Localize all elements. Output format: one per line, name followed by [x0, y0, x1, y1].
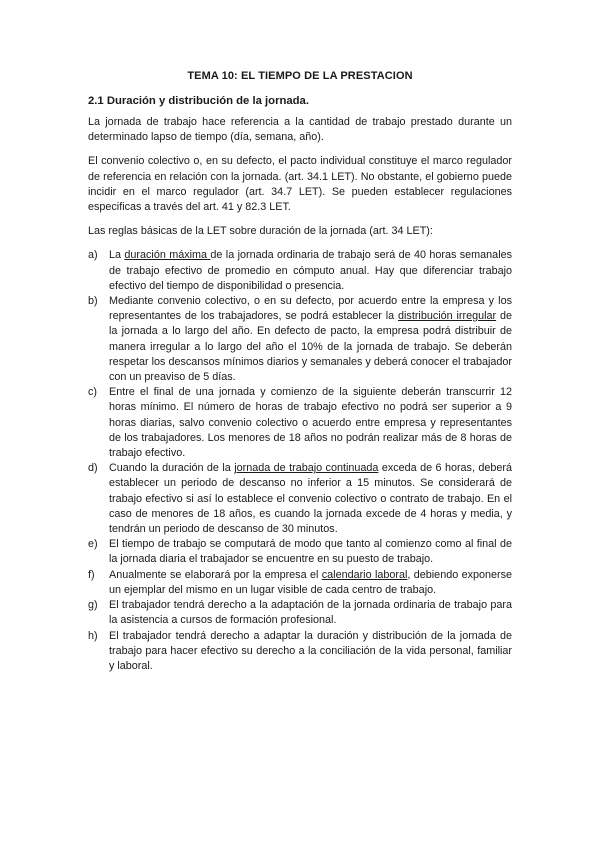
list-item-text: Anualmente se elaborará por la empresa el — [109, 568, 322, 581]
list-item-letter: b) — [88, 295, 98, 308]
list-item-text: La — [109, 249, 125, 262]
list-item — [88, 568, 512, 598]
list-item — [88, 598, 512, 628]
list-item — [88, 537, 512, 567]
section-heading: 2.1 Duración y distribución de la jornada. — [88, 95, 309, 107]
list-item-text: Entre el final de una jornada y comienzo de la siguiente deberán transcurrir 12 horas mínimo. El número de horas de trabajo efectivo no podrá ser superior a 9 horas diarias, salvo convenio colectivo o acuerdo entre empresa y representantes de los trabajadores. Los menores de 18 años no podrán realizar más de 8 horas de trabajo efectivo. — [109, 386, 512, 460]
list-item-letter: c) — [88, 386, 97, 399]
list-item-letter: a) — [88, 249, 98, 262]
list-item-text: de la jornada a lo largo del año. En defecto de pacto, la empresa podrá distribuir de manera irregular a lo largo del año el 10% de la jornada de trabajo. Se deberán respetar los descansos mínimos diarios y semanales y deberá conocer el trabajador con un preaviso de 5 días. — [109, 310, 513, 384]
paragraph-3: Las reglas básicas de la LET sobre duración de la jornada (art. 34 LET): — [88, 225, 433, 238]
paragraph-1: La jornada de trabajo hace referencia a la cantidad de trabajo prestado durante un determinado lapso de tiempo (día, semana, año). — [88, 116, 512, 144]
document-title: TEMA 10: EL TIEMPO DE LA PRESTACION — [187, 70, 413, 82]
list-item-text: exceda de 6 horas, deberá establecer un periodo de descanso no inferior a 15 minutos. Se considerará de trabajo efectivo si así lo establece el convenio colectivo o contrato de trabajo. En el caso de menores de 18 años, es cuando la jornada excede de 4 horas y media, y tendrán un periodo de descanso de 30 minutos. — [109, 462, 512, 536]
list-item-letter: h) — [88, 629, 98, 642]
list-item-text: El tiempo de trabajo se computará de modo que tanto al comienzo como al final de la jornada diaria el trabajador se encuentre en su puesto de trabajo. — [109, 538, 512, 566]
list-item-text: Cuando la duración de la — [109, 462, 235, 475]
list-item-text: El trabajador tendrá derecho a la adaptación de la jornada ordinaria de trabajo para la asistencia a cursos de formación profesional. — [109, 599, 512, 627]
list-item-letter: g) — [88, 599, 98, 612]
list-item — [88, 294, 512, 385]
list-item-text: El trabajador tendrá derecho a adaptar la duración y distribución de la jornada de trabajo para hacer efectivo su derecho a la conciliación de la vida personal, familiar y laboral. — [109, 629, 512, 672]
list-item-text: Mediante convenio colectivo, o en su defecto, por acuerdo entre la empresa y los representantes de los trabajadores, se podrá establecer la — [109, 295, 512, 323]
list-item — [88, 461, 512, 537]
list-item-text: de la jornada ordinaria de trabajo será de 40 horas semanales de trabajo efectivo de promedio en cómputo anual. Hay que diferenciar trabajo efectivo del tiempo de disponibilidad o presencia. — [109, 249, 512, 292]
list-item-letter: f) — [88, 568, 95, 581]
list-item — [88, 385, 512, 461]
paragraph-2: El convenio colectivo o, en su defecto, el pacto individual constituye el marco regulador de referencia en relación con la jornada. (art. 34.1 LET). No obstante, el gobierno puede incidir en el marco regulador (art. 34.7 LET). Se pueden establecer regulaciones especificas a través del art. 41 y 82.3 LET. — [88, 155, 512, 214]
list-item-letter: e) — [88, 538, 98, 551]
underlined-term: distribución irregular — [398, 310, 497, 323]
underlined-term: duración máxima — [124, 249, 211, 262]
list-item-letter: d) — [88, 462, 98, 475]
list-item — [88, 248, 512, 294]
list-item — [88, 629, 512, 675]
underlined-term: calendario laboral — [321, 568, 408, 581]
underlined-term: jornada de trabajo continuada — [234, 462, 379, 475]
rules-list — [88, 248, 512, 674]
list-item-text: , debiendo exponerse un ejemplar del mismo en un lugar visible de cada centro de trabajo. — [109, 568, 513, 596]
